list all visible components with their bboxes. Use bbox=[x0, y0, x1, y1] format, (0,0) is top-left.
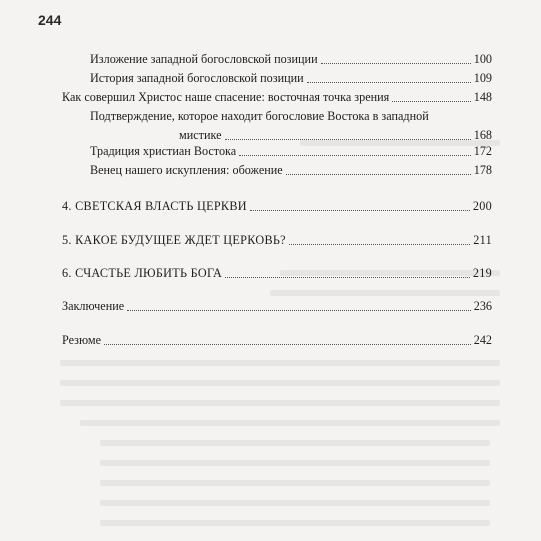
dot-leader bbox=[286, 174, 471, 175]
dot-leader bbox=[321, 63, 471, 64]
dot-leader bbox=[104, 344, 471, 345]
toc-entry-page: 168 bbox=[473, 128, 492, 142]
toc-entry-title: 5. КАКОЕ БУДУЩЕЕ ЖДЕТ ЦЕРКОВЬ? bbox=[62, 233, 286, 247]
toc-entry-title: Подтверждение, которое находит богословие Востока в западной bbox=[90, 109, 429, 123]
toc-entry-page: 200 bbox=[472, 199, 492, 213]
page-number: 244 bbox=[38, 12, 62, 28]
toc-entry-page: 172 bbox=[473, 144, 492, 158]
toc-entry-title: Заключение bbox=[62, 299, 125, 313]
toc-entry-title: Венец нашего искупления: обожение bbox=[90, 163, 283, 177]
dot-leader bbox=[127, 310, 471, 311]
toc-entry-title: Традиция христиан Востока bbox=[90, 144, 237, 158]
toc-entry-page: 100 bbox=[473, 52, 492, 66]
toc-entry-title: 4. СВЕТСКАЯ ВЛАСТЬ ЦЕРКВИ bbox=[62, 199, 247, 213]
toc-entry bbox=[62, 333, 492, 348]
dot-leader bbox=[225, 277, 470, 278]
toc-entry-page: 109 bbox=[473, 71, 492, 85]
toc-entry-page: 242 bbox=[473, 333, 492, 347]
toc-entry-page: 236 bbox=[473, 299, 492, 313]
toc-entry bbox=[90, 144, 492, 159]
dot-leader bbox=[239, 155, 471, 156]
toc-entry-page: 211 bbox=[473, 233, 492, 247]
toc-entry-title: Как совершил Христос наше спасение: восточная точка зрения bbox=[62, 90, 390, 104]
toc-entry-page: 219 bbox=[472, 266, 492, 280]
toc-entry-chapter bbox=[62, 233, 492, 248]
dot-leader bbox=[307, 82, 471, 83]
toc-entry-chapter bbox=[62, 266, 492, 281]
toc-entry bbox=[90, 109, 492, 143]
toc-entry-page: 178 bbox=[473, 163, 492, 177]
toc-entry-title: Изложение западной богословской позиции bbox=[90, 52, 318, 66]
toc-entry-page: 148 bbox=[473, 90, 492, 104]
dot-leader bbox=[289, 244, 470, 245]
dot-leader bbox=[225, 139, 471, 140]
dot-leader bbox=[250, 210, 470, 211]
toc-entry bbox=[62, 90, 492, 105]
toc-entry-title: 6. СЧАСТЬЕ ЛЮБИТЬ БОГА bbox=[62, 266, 223, 280]
dot-leader bbox=[392, 101, 470, 102]
toc-entry-chapter bbox=[62, 199, 492, 214]
toc-entry-title-continued: мистике bbox=[179, 128, 222, 142]
toc-entry bbox=[90, 163, 492, 178]
toc-entry-title: История западной богословской позиции bbox=[90, 71, 304, 85]
toc-entry-title: Резюме bbox=[62, 333, 102, 347]
toc-entry bbox=[90, 52, 492, 67]
toc-entry bbox=[90, 71, 492, 86]
toc-entry bbox=[62, 299, 492, 314]
